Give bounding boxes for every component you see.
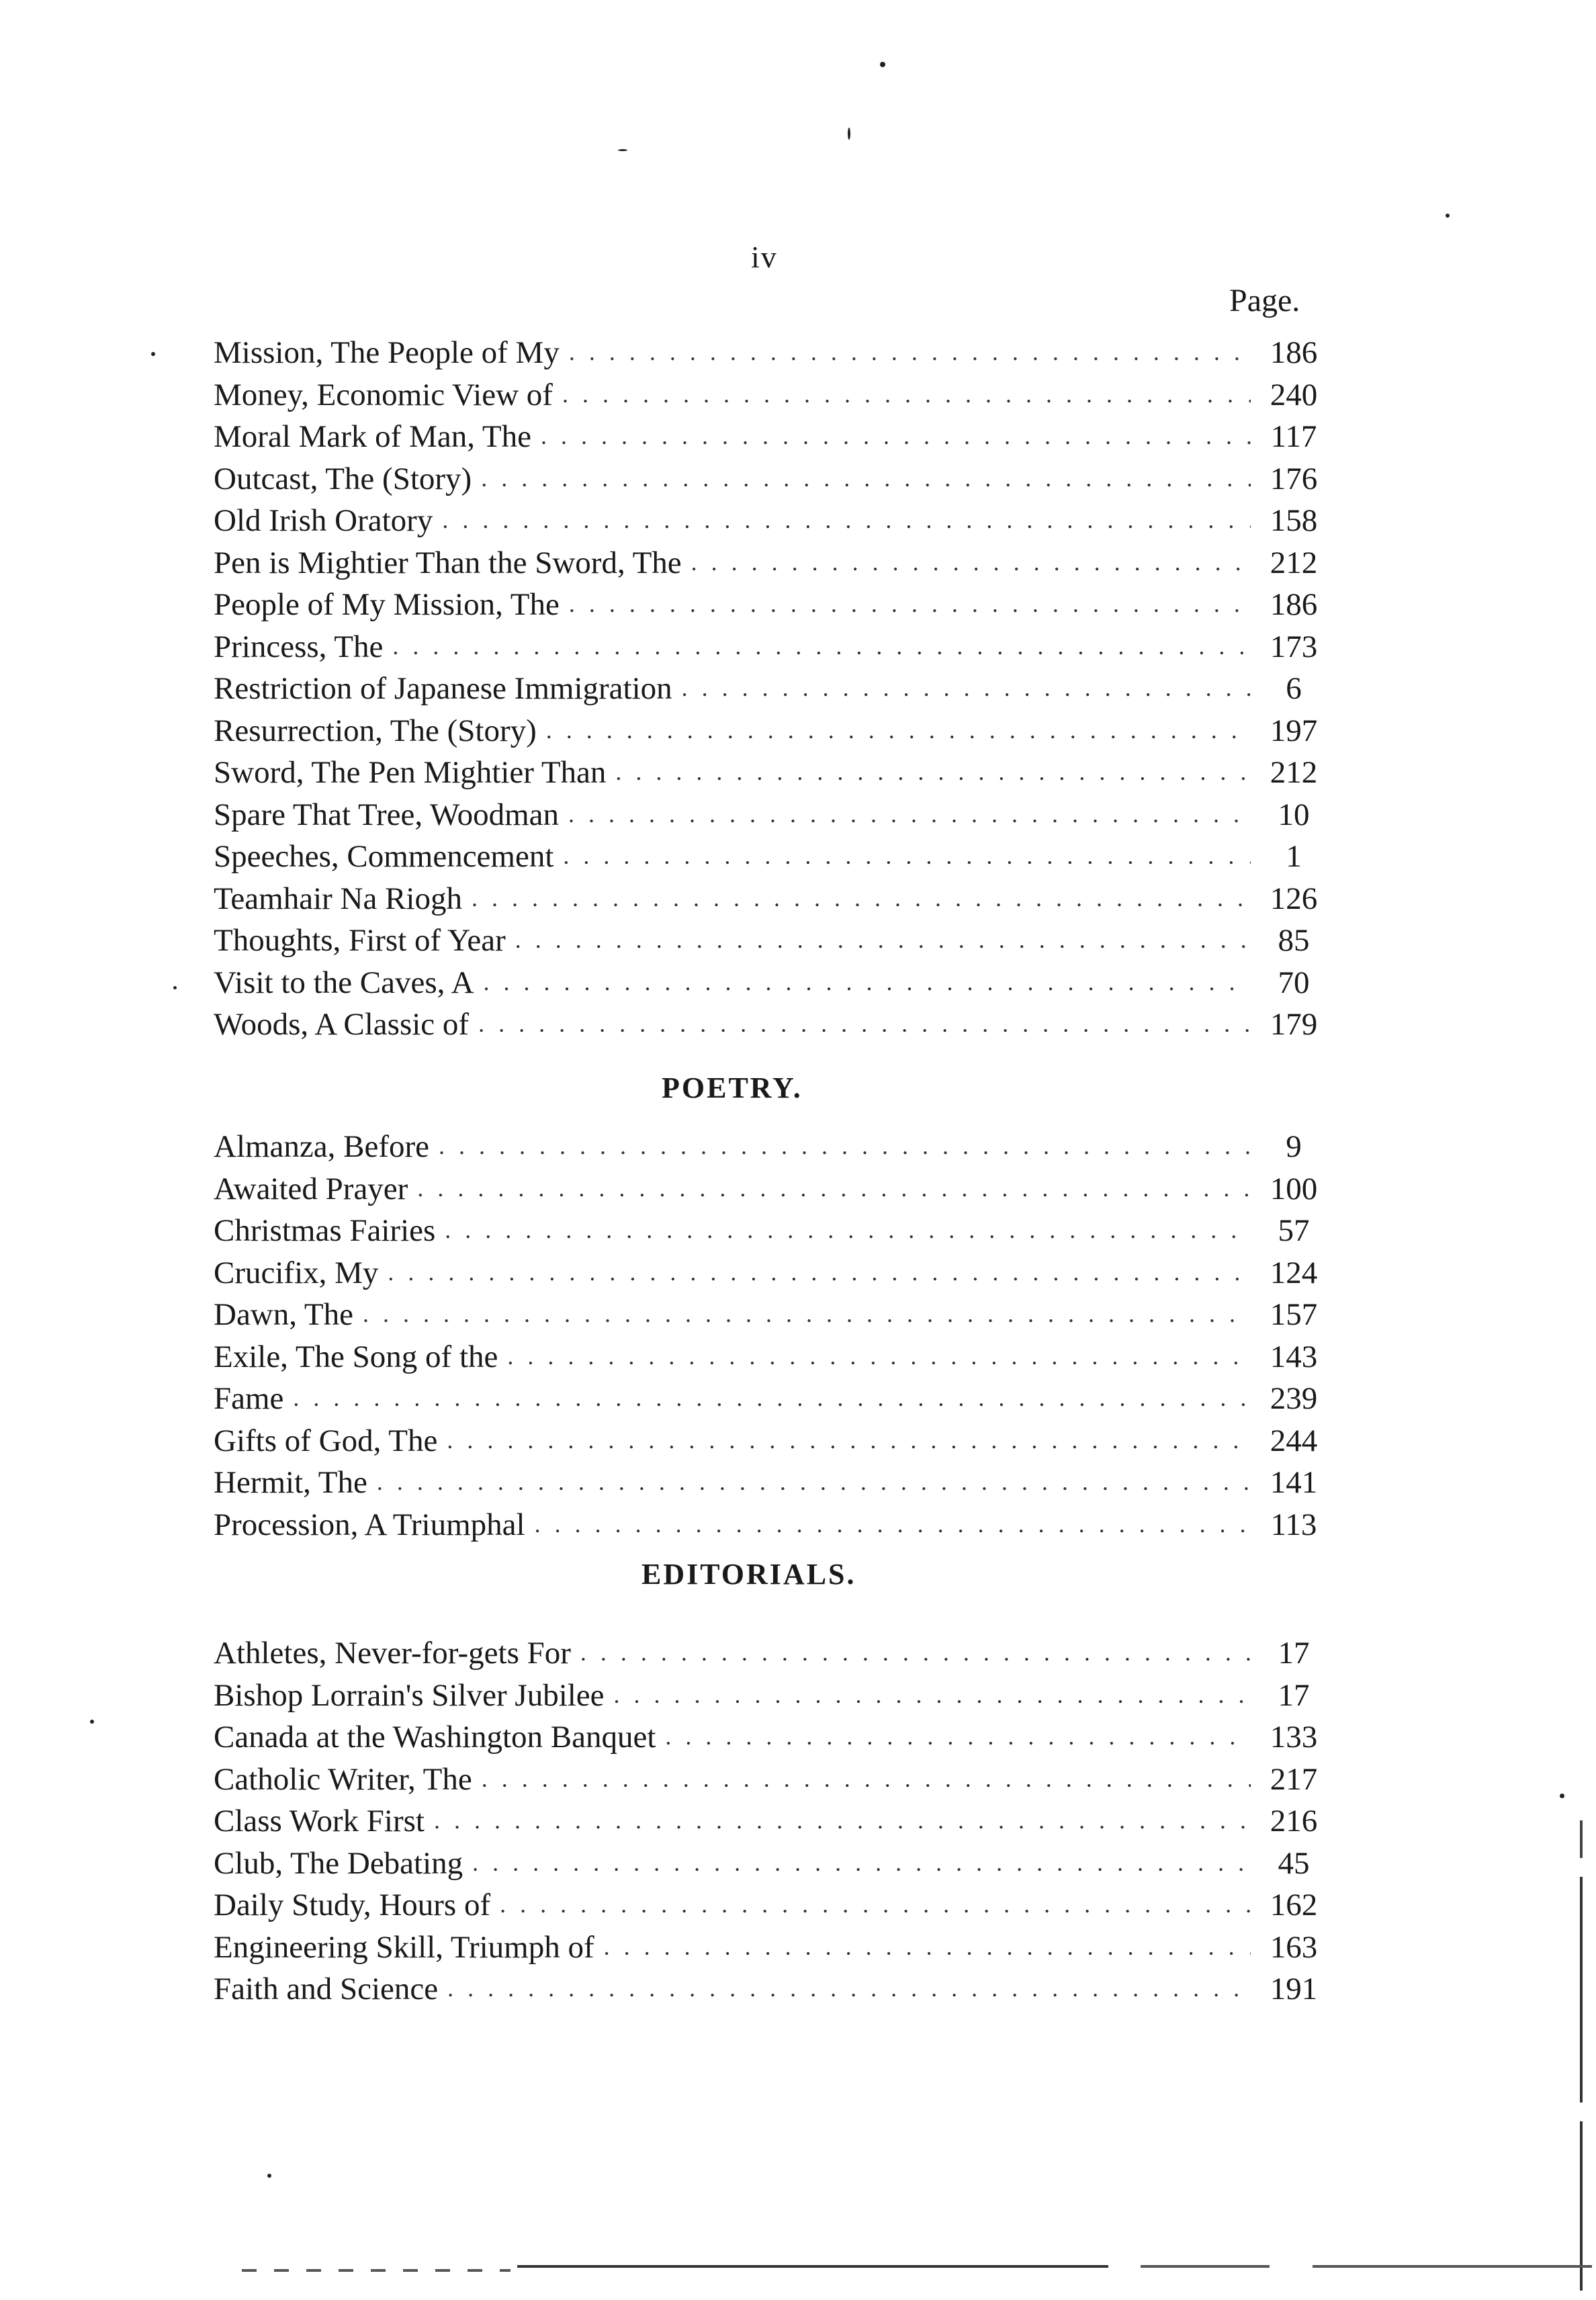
toc-entry-title: Pen is Mightier Than the Sword, The (214, 545, 682, 580)
toc-entry-title: Daily Study, Hours of (214, 1888, 491, 1922)
toc-entry (214, 1843, 1329, 1885)
dot-leader (614, 1674, 1251, 1716)
dot-leader (569, 331, 1251, 373)
dot-leader (562, 373, 1251, 415)
toc-entry-title: Speeches, Commencement (214, 839, 554, 874)
scan-edge-line (1580, 1820, 1583, 2291)
dot-leader (472, 1842, 1251, 1884)
toc-entry-title: Gifts of God, The (214, 1423, 438, 1458)
toc-entry-title: Faith and Science (214, 1972, 439, 2006)
page-number: iv (751, 240, 778, 274)
toc-entry-page: 212 (1270, 545, 1318, 580)
dot-leader (541, 415, 1251, 457)
toc-entry-title: Visit to the Caves, A (214, 965, 474, 1000)
page-column-label: Page. (1229, 283, 1300, 318)
toc-entry-title: Engineering Skill, Triumph of (214, 1929, 594, 1965)
dot-leader (434, 1800, 1251, 1841)
toc-entry-title: Restriction of Japanese Immigration (214, 671, 672, 706)
dot-leader (569, 583, 1251, 625)
dot-leader (580, 1632, 1251, 1673)
toc-entry (214, 1168, 1329, 1210)
toc-entry-page: 1 (1286, 839, 1302, 874)
toc-entry (214, 1004, 1329, 1046)
toc-entry-page: 9 (1286, 1129, 1302, 1164)
toc-entry (214, 374, 1329, 416)
toc-entry-page: 17 (1278, 1636, 1310, 1671)
toc-entry-page: 186 (1270, 587, 1318, 622)
toc-entry-title: Canada at the Washington Banquet (214, 1720, 656, 1755)
toc-entry-title: Outcast, The (Story) (214, 461, 472, 496)
toc-entry-page: 100 (1270, 1171, 1318, 1206)
dot-leader (363, 1293, 1251, 1335)
dot-leader (500, 1884, 1251, 1925)
toc-entry (214, 1252, 1329, 1294)
toc-entry (214, 416, 1329, 458)
scan-edge-line (242, 2269, 511, 2272)
toc-entry-title: Catholic Writer, The (214, 1761, 472, 1797)
dot-leader (665, 1716, 1251, 1757)
toc-entry-title: Almanza, Before (214, 1129, 430, 1164)
toc-entry-page: 179 (1270, 1007, 1318, 1042)
poetry-heading: POETRY. (662, 1071, 803, 1104)
toc-entry (214, 1462, 1329, 1504)
essays-list (214, 332, 1329, 1046)
toc-entry (214, 1927, 1329, 1969)
toc-entry-page: 158 (1270, 503, 1318, 538)
dot-leader (293, 1377, 1251, 1419)
toc-entry (214, 584, 1329, 626)
toc-entry-page: 85 (1278, 923, 1310, 958)
toc-entry-title: Athletes, Never-for-gets For (214, 1636, 571, 1671)
toc-entry-title: Exile, The Song of the (214, 1339, 498, 1374)
toc-entry-title: People of My Mission, The (214, 587, 560, 622)
dot-leader (447, 1967, 1251, 2009)
toc-entry (214, 878, 1329, 920)
toc-entry-title: Thoughts, First of Year (214, 923, 506, 958)
toc-entry (214, 458, 1329, 500)
toc-entry-title: Christmas Fairies (214, 1213, 436, 1248)
toc-entry-page: 239 (1270, 1381, 1318, 1416)
toc-entry (214, 962, 1329, 1004)
toc-entry-page: 244 (1270, 1423, 1318, 1458)
toc-entry-title: Money, Economic View of (214, 377, 553, 412)
toc-entry-title: Club, The Debating (214, 1845, 463, 1881)
toc-entry (214, 1420, 1329, 1462)
toc-entry-page: 176 (1270, 461, 1318, 496)
toc-entry-page: 57 (1278, 1213, 1310, 1248)
toc-entry (214, 1675, 1329, 1717)
editorials-list (214, 1632, 1329, 2010)
toc-entry (214, 668, 1329, 710)
toc-entry (214, 332, 1329, 374)
toc-entry-page: 124 (1270, 1255, 1318, 1290)
editorials-heading: EDITORIALS. (641, 1558, 856, 1591)
dot-leader (604, 1926, 1251, 1967)
dot-leader (445, 1209, 1251, 1251)
dot-leader (417, 1167, 1251, 1209)
toc-entry-page: 212 (1270, 755, 1318, 790)
toc-entry (214, 542, 1329, 584)
toc-entry (214, 1800, 1329, 1843)
toc-entry-page: 217 (1270, 1761, 1318, 1797)
toc-entry (214, 500, 1329, 542)
toc-entry-title: Teamhair Na Riogh (214, 881, 462, 916)
dot-leader (388, 1251, 1251, 1293)
dot-leader (682, 667, 1251, 709)
toc-entry-page: 141 (1270, 1465, 1318, 1500)
scan-speck (173, 986, 177, 989)
toc-entry-page: 162 (1270, 1888, 1318, 1922)
dot-leader (478, 1003, 1251, 1045)
dot-leader (447, 1419, 1251, 1461)
toc-entry (214, 1210, 1329, 1252)
toc-entry (214, 1378, 1329, 1420)
dot-leader (481, 457, 1251, 499)
toc-entry-page: 6 (1286, 671, 1302, 706)
toc-entry-page: 240 (1270, 377, 1318, 412)
toc-entry (214, 1294, 1329, 1336)
dot-leader (442, 499, 1251, 541)
toc-entry-title: Bishop Lorrain's Silver Jubilee (214, 1677, 605, 1713)
toc-entry-title: Old Irish Oratory (214, 503, 433, 538)
toc-entry (214, 794, 1329, 836)
toc-entry (214, 752, 1329, 794)
toc-entry-page: 173 (1270, 629, 1318, 664)
toc-entry-title: Fame (214, 1381, 284, 1416)
toc-entry (214, 1126, 1329, 1168)
toc-entry-page: 70 (1278, 965, 1310, 1000)
scan-speck (1560, 1794, 1564, 1798)
scan-edge-line (517, 2265, 1592, 2268)
toc-entry-title: Procession, A Triumphal (214, 1507, 525, 1542)
scan-speck (1446, 214, 1450, 218)
toc-entry-title: Class Work First (214, 1804, 425, 1839)
poetry-list (214, 1126, 1329, 1546)
dot-leader (507, 1335, 1251, 1377)
scan-speck (151, 352, 155, 356)
toc-entry-page: 143 (1270, 1339, 1318, 1374)
toc-entry-title: Awaited Prayer (214, 1171, 408, 1206)
toc-entry-title: Spare That Tree, Woodman (214, 797, 560, 832)
toc-entry-title: Crucifix, My (214, 1255, 379, 1290)
toc-entry-page: 10 (1278, 797, 1310, 832)
toc-entry (214, 836, 1329, 878)
dot-leader (439, 1125, 1251, 1167)
toc-entry-page: 113 (1270, 1507, 1317, 1542)
dot-leader (377, 1461, 1251, 1503)
toc-entry-page: 191 (1270, 1972, 1318, 2006)
dot-leader (482, 1758, 1251, 1800)
toc-entry-title: Sword, The Pen Mightier Than (214, 755, 607, 790)
dot-leader (484, 961, 1251, 1003)
dot-leader (568, 793, 1251, 835)
scan-speck (90, 1720, 94, 1724)
toc-entry-page: 216 (1270, 1804, 1318, 1839)
toc-entry (214, 920, 1329, 962)
toc-entry-title: Dawn, The (214, 1297, 353, 1332)
toc-entry-page: 157 (1270, 1297, 1318, 1332)
scan-speck (848, 128, 850, 140)
toc-entry-title: Princess, The (214, 629, 384, 664)
scan-speck (618, 149, 627, 151)
toc-entry-page: 17 (1278, 1677, 1310, 1713)
toc-entry-page: 126 (1270, 881, 1318, 916)
dot-leader (392, 625, 1251, 667)
scan-speck (880, 62, 885, 67)
toc-entry-title: Resurrection, The (Story) (214, 713, 537, 748)
toc-entry-page: 197 (1270, 713, 1318, 748)
dot-leader (546, 709, 1251, 751)
toc-entry (214, 1759, 1329, 1801)
toc-entry (214, 1884, 1329, 1927)
toc-entry-title: Woods, A Classic of (214, 1007, 470, 1042)
toc-entry-page: 163 (1270, 1929, 1318, 1965)
toc-entry (214, 1968, 1329, 2010)
toc-entry (214, 1716, 1329, 1759)
dot-leader (615, 751, 1251, 793)
toc-entry-page: 133 (1270, 1720, 1318, 1755)
toc-entry-page: 117 (1270, 419, 1317, 454)
dot-leader (563, 835, 1251, 877)
toc-entry (214, 626, 1329, 668)
scan-speck (267, 2174, 271, 2178)
dot-leader (472, 877, 1251, 919)
dot-leader (515, 919, 1251, 961)
toc-entry-page: 45 (1278, 1845, 1310, 1881)
toc-entry (214, 710, 1329, 752)
toc-entry (214, 1504, 1329, 1546)
toc-entry-title: Moral Mark of Man, The (214, 419, 531, 454)
toc-entry-page: 186 (1270, 335, 1318, 370)
dot-leader (691, 541, 1251, 583)
toc-entry (214, 1336, 1329, 1378)
toc-entry-title: Hermit, The (214, 1465, 367, 1500)
toc-entry (214, 1632, 1329, 1675)
dot-leader (535, 1503, 1251, 1545)
toc-entry-title: Mission, The People of My (214, 335, 560, 370)
